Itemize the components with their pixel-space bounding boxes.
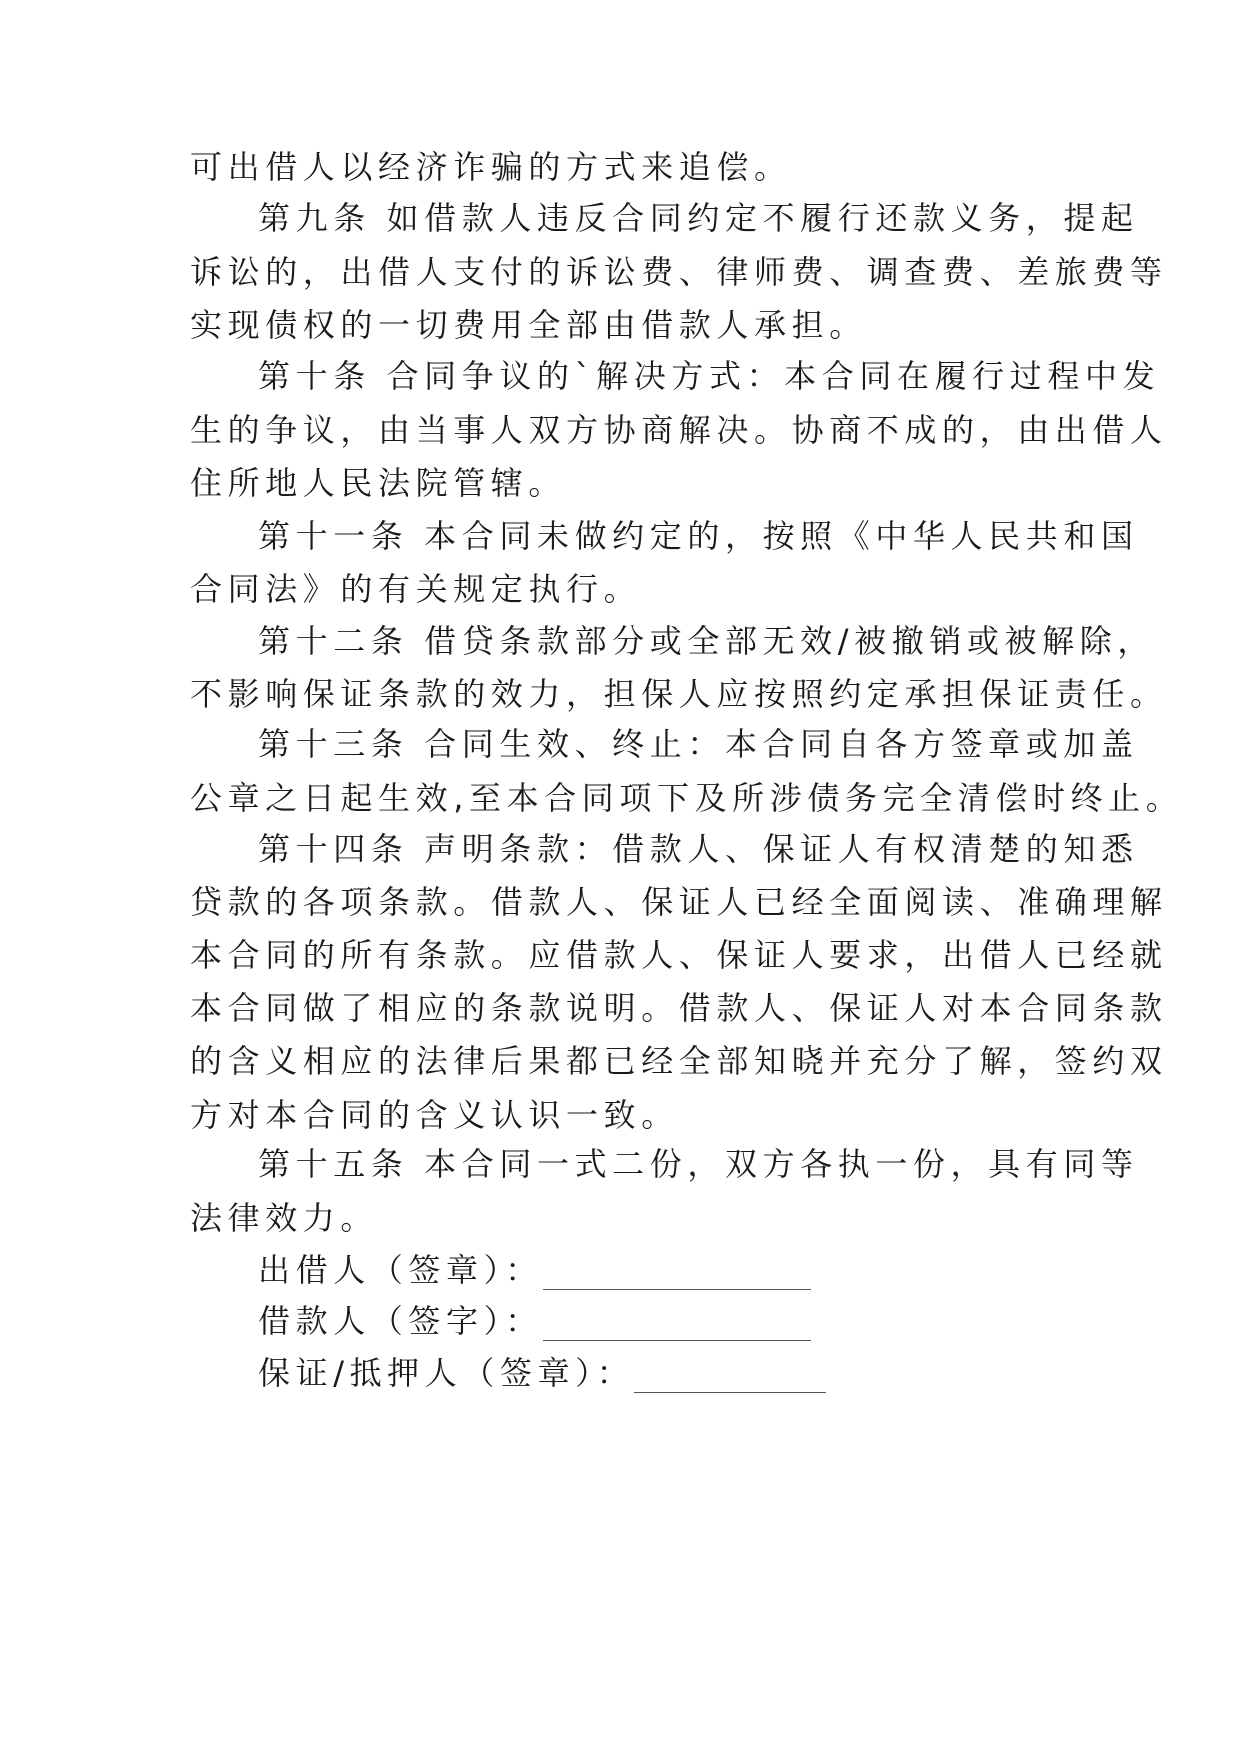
signature-guarantor-blank[interactable] [634, 1362, 826, 1393]
clause-9-line-1: 第九条 如借款人违反合同约定不履行还款义务，提起 [258, 199, 1139, 237]
signature-guarantor-label: 保证/抵押人（签章）： [258, 1354, 635, 1392]
signature-guarantor [258, 1353, 826, 1393]
signature-borrower-label: 借款人（签字）： [258, 1302, 543, 1340]
clause-14-line-4: 本合同做了相应的条款说明。借款人、保证人对本合同条款 [190, 989, 1168, 1027]
clause-14-line-6: 方对本合同的含义认识一致。 [190, 1096, 679, 1134]
signature-lender-blank[interactable] [543, 1259, 811, 1290]
clause-15-line-1: 第十五条 本合同一式二份，双方各执一份，具有同等 [258, 1145, 1139, 1183]
clause-12-line-1: 第十二条 借贷条款部分或全部无效/被撤销或被解除， [258, 622, 1155, 660]
clause-11-line-1: 第十一条 本合同未做约定的，按照《中华人民共和国 [258, 517, 1139, 555]
clause-10-line-2: 生的争议，由当事人双方协商解决。协商不成的，由出借人 [190, 411, 1168, 449]
signature-lender [258, 1250, 811, 1290]
clause-8-continuation: 可出借人以经济诈骗的方式来追偿。 [190, 148, 792, 186]
signature-borrower [258, 1301, 811, 1341]
clause-14-line-1: 第十四条 声明条款：借款人、保证人有权清楚的知悉 [258, 830, 1139, 868]
clause-12-line-2: 不影响保证条款的效力，担保人应按照约定承担保证责任。 [190, 675, 1168, 713]
clause-10-line-3: 住所地人民法院管辖。 [190, 464, 567, 502]
clause-14-line-2: 贷款的各项条款。借款人、保证人已经全面阅读、准确理解 [190, 883, 1168, 921]
clause-9-line-2: 诉讼的，出借人支付的诉讼费、律师费、调查费、差旅费等 [190, 253, 1168, 291]
signature-borrower-blank[interactable] [543, 1310, 811, 1341]
clause-9-line-3: 实现债权的一切费用全部由借款人承担。 [190, 306, 867, 344]
clause-14-line-3: 本合同的所有条款。应借款人、保证人要求，出借人已经就 [190, 936, 1168, 974]
clause-10-line-1: 第十条 合同争议的`解决方式：本合同在履行过程中发 [258, 357, 1161, 395]
clause-13-line-1: 第十三条 合同生效、终止：本合同自各方签章或加盖 [258, 725, 1139, 763]
clause-13-line-2: 公章之日起生效,至本合同项下及所涉债务完全清偿时终止。 [190, 779, 1184, 817]
clause-15-line-2: 法律效力。 [190, 1199, 379, 1237]
clause-11-line-2: 合同法》的有关规定执行。 [190, 570, 642, 608]
signature-lender-label: 出借人（签章）： [258, 1251, 543, 1289]
clause-14-line-5: 的含义相应的法律后果都已经全部知晓并充分了解，签约双 [190, 1042, 1168, 1080]
